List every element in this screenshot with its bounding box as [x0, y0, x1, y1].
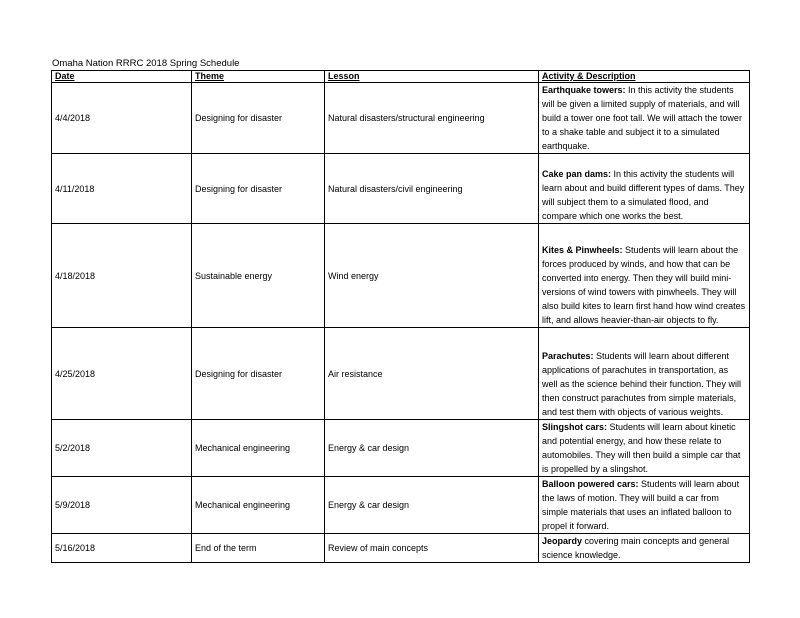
activity-title: Earthquake towers:: [542, 85, 626, 95]
activity-title: Balloon powered cars:: [542, 479, 639, 489]
date-cell: 4/18/2018: [52, 224, 192, 328]
date-cell: 4/25/2018: [52, 328, 192, 420]
theme-cell: End of the term: [192, 534, 325, 563]
table-row: [52, 83, 750, 154]
activity-title: Parachutes:: [542, 351, 594, 361]
schedule-table: [51, 70, 750, 563]
date-cell: 5/9/2018: [52, 477, 192, 534]
table-row: [52, 477, 750, 534]
activity-text: Students will learn about the laws of motion. They will build a car from simple materials that uses an inflated balloon to propel it forward.: [542, 479, 740, 531]
table-row: [52, 328, 750, 420]
theme-cell: Designing for disaster: [192, 154, 325, 224]
theme-cell: Mechanical engineering: [192, 477, 325, 534]
theme-cell: Designing for disaster: [192, 328, 325, 420]
lesson-cell: Energy & car design: [325, 477, 539, 534]
date-cell: 5/16/2018: [52, 534, 192, 563]
activity-text: Students will learn about the forces produced by winds, and how that can be converted into energy. Then they will build mini-versions of wind towers with pinwheels. They will also build kites to learn first hand how wind creates lift, and allows heavier-than-air objects to fly.: [542, 245, 746, 325]
activity-title: Slingshot cars:: [542, 422, 608, 432]
lesson-cell: Air resistance: [325, 328, 539, 420]
lesson-cell: Natural disasters/structural engineering: [325, 83, 539, 154]
date-cell: 5/2/2018: [52, 420, 192, 477]
theme-cell: Sustainable energy: [192, 224, 325, 328]
activity-text: In this activity the students will learn about and build different types of dams. They will subject them to a simulated flood, and compare which one works the best.: [542, 169, 745, 221]
table-row: [52, 534, 750, 563]
activity-text: Students will learn about different applications of parachutes in transportation, as well as the science behind their function. They will then construct parachutes from simple materials, and test them with objects of various weights.: [542, 351, 741, 417]
date-cell: 4/4/2018: [52, 83, 192, 154]
lesson-cell: Wind energy: [325, 224, 539, 328]
table-row: [52, 420, 750, 477]
activity-cell: [539, 534, 750, 563]
activity-title: Cake pan dams:: [542, 169, 612, 179]
col-header-lesson: Lesson: [325, 71, 539, 83]
theme-cell: Designing for disaster: [192, 83, 325, 154]
theme-cell: Mechanical engineering: [192, 420, 325, 477]
activity-text: covering main concepts and general science knowledge.: [542, 536, 730, 560]
activity-cell: [539, 420, 750, 477]
lesson-cell: Energy & car design: [325, 420, 539, 477]
activity-text: Students will learn about kinetic and potential energy, and how these relate to automobiles. They will then build a simple car that is propelled by a slingshot.: [542, 422, 741, 474]
activity-cell: [539, 154, 750, 224]
lesson-cell: Review of main concepts: [325, 534, 539, 563]
activity-cell: [539, 83, 750, 154]
activity-cell: [539, 328, 750, 420]
col-header-theme: Theme: [192, 71, 325, 83]
table-row: [52, 154, 750, 224]
activity-cell: [539, 477, 750, 534]
date-cell: 4/11/2018: [52, 154, 192, 224]
table-row: [52, 224, 750, 328]
header-row: [52, 71, 750, 83]
activity-cell: [539, 224, 750, 328]
col-header-activity: Activity & Description: [539, 71, 750, 83]
page-title: Omaha Nation RRRC 2018 Spring Schedule: [52, 58, 240, 69]
activity-title: Jeopardy: [542, 536, 583, 546]
activity-title: Kites & Pinwheels:: [542, 245, 623, 255]
lesson-cell: Natural disasters/civil engineering: [325, 154, 539, 224]
activity-text: In this activity the students will be given a limited supply of materials, and will build a tower one foot tall. We will attach the tower to a shake table and subject it to a simulated earthquake.: [542, 85, 742, 151]
col-header-date: Date: [52, 71, 192, 83]
